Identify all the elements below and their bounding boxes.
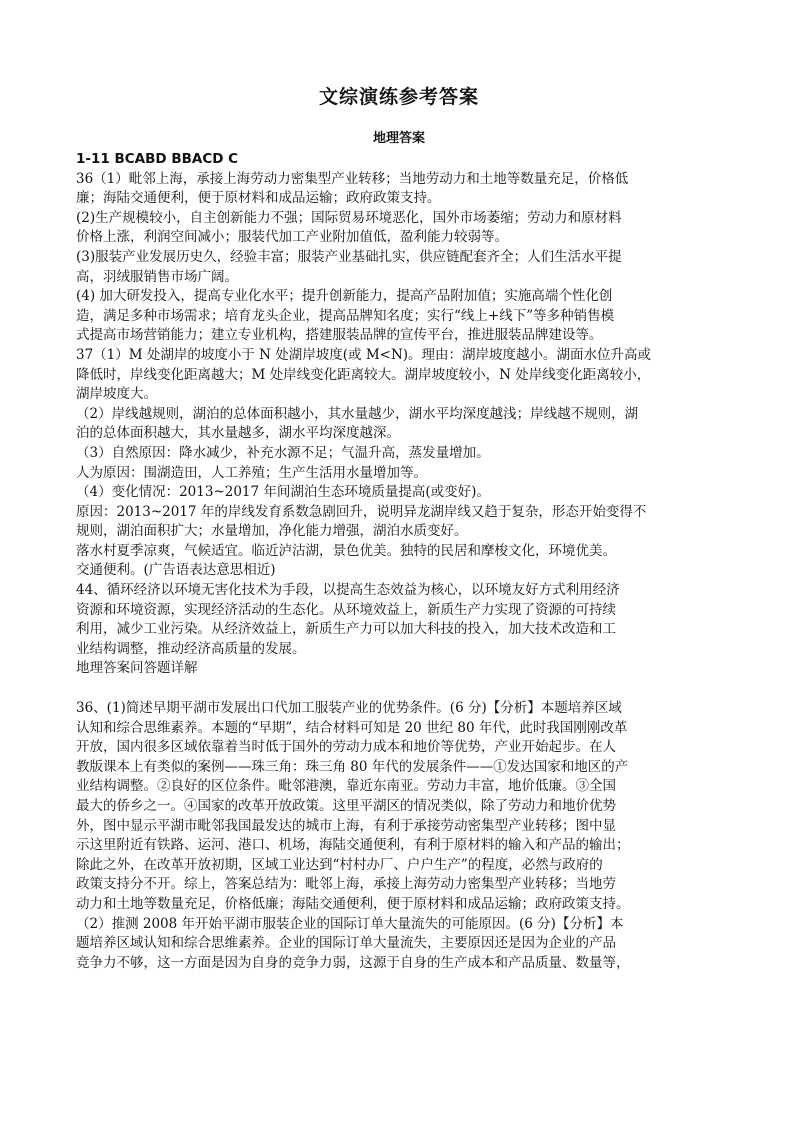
- answer-line: 式提高市场营销能力；建立专业机构，搭建服装品牌的宣传平台，推进服装品牌建设等。: [76, 327, 603, 344]
- answer-document: [76, 84, 722, 973]
- answer-line: 人为原因：围湖造田，人工养殖；生产生活用水量增加等。: [76, 464, 427, 481]
- answer-block: [76, 150, 722, 679]
- answer-line: 降低时，岸线变化距离越大；M 处岸线变化距离较大。湖岸坡度较小，N 处岸线变化距离较小，: [76, 366, 651, 383]
- detail-line: 36、(1)简述早期平湖市发展出口代加工服装产业的优势条件。(6 分)【分析】本题培养区域: [76, 700, 622, 717]
- detail-line: （2）推测 2008 年开始平湖市服装企业的国际订单大量流失的可能原因。(6 分)【分析】本: [76, 915, 624, 932]
- detail-line: 动力和土地等数量充足，价格低廉；海陆交通便利，便于原材料和成品运输；政府政策支持。: [76, 895, 630, 912]
- detail-line: 题培养区域认知和综合思维素养。企业的国际订单大量流失，主要原因还是因为企业的产品: [76, 935, 616, 952]
- detail-line: 除此之外，在改革开放初期，区域工业达到“村村办厂、户户生产”的程度，必然与政府的: [76, 856, 603, 873]
- answer-line: 规则，湖泊面积扩大；水量增加，净化能力增强，湖泊水质变好。: [76, 523, 468, 540]
- answer-line: （4）变化情况：2013~2017 年间湖泊生态环境质量提高(或变好)。: [76, 484, 490, 501]
- answer-line: 资源和环境资源，实现经济活动的生态化。从环境效益上，新质生产力实现了资源的可持续: [76, 601, 616, 618]
- detail-line: 示这里附近有铁路、运河、港口、机场，海陆交通便利，有利于原材料的输入和产品的输出；: [76, 837, 630, 854]
- detail-line: 政策支持分不开。综上，答案总结为：毗邻上海，承接上海劳动力密集型产业转移；当地劳: [76, 876, 616, 893]
- detail-line: 外，图中显示平湖市毗邻我国最发达的城市上海，有利于承接劳动密集型产业转移；图中显: [76, 817, 616, 834]
- detail-line: 竞争力不够，这一方面是因为自身的竞争力弱，这源于自身的生产成本和产品质量、数量等，: [76, 954, 630, 971]
- answer-line: 价格上涨，利润空间减小；服装代加工产业附加值低，盈利能力较弱等。: [76, 229, 508, 246]
- detail-line: 业结构调整。②良好的区位条件。毗邻港澳，靠近东南亚。劳动力丰富，地价低廉。③全国: [76, 778, 616, 795]
- document-title: 文综演练参考答案: [318, 86, 479, 108]
- answer-line: 44、循环经济以环境无害化技术为手段，以提高生态效益为核心，以环境友好方式利用经济: [76, 582, 620, 599]
- detail-line: 认知和综合思维素养。本题的“早期”，结合材料可知是 20 世纪 80 年代，此时我国刚刚改革: [76, 719, 628, 736]
- answer-line: 湖岸坡度大。: [76, 386, 157, 403]
- answer-line: 利用，减少工业污染。从经济效益上，新质生产力可以加大科技的投入，加大技术改造和工: [76, 621, 616, 638]
- answer-line: 廉；海陆交通便利，便于原材料和成品运输；政府政策支持。: [76, 190, 441, 207]
- answer-line: 36（1）毗邻上海，承接上海劳动力密集型产业转移；当地劳动力和土地等数量充足，价格低: [76, 170, 629, 187]
- answer-line: （3）自然原因：降水减少，补充水源不足；气温升高，蒸发量增加。: [76, 444, 490, 461]
- answer-line: 交通便利。(广告语表达意思相近): [76, 562, 276, 579]
- answer-line: 原因：2013~2017 年的岸线发育系数急剧回升，说明异龙湖岸线又趋于复杂，形态开始变得不: [76, 503, 647, 520]
- answer-line: 造，满足多种市场需求；培育龙头企业，提高品牌知名度；实行“线上+线下”等多种销售模: [76, 307, 615, 324]
- answer-line: (4) 加大研发投入，提高专业化水平；提升创新能力，提高产品附加值；实施高端个性化创: [76, 288, 613, 305]
- answer-line: (2)生产规模较小，自主创新能力不强；国际贸易环境恶化，国外市场萎缩；劳动力和原材料: [76, 209, 622, 226]
- answer-line: 高，羽绒服销售市场广阔。: [76, 268, 238, 285]
- detail-heading: 地理答案问答题详解: [76, 660, 198, 677]
- answer-line: （2）岸线越规则，湖泊的总体面积越小，其水量越少，湖水平均深度越浅；岸线越不规则，湖: [76, 405, 639, 422]
- detail-line: 开放，国内很多区域依靠着当时低于国外的劳动力成本和地价等优势，产业开始起步。在人: [76, 739, 616, 756]
- answer-line: (3)服装产业发展历史久，经验丰富；服装产业基础扎实，供应链配套齐全；人们生活水平提: [76, 248, 622, 265]
- answer-line: 落水村夏季凉爽，气候适宜。临近泸沽湖，景色优美。独特的民居和摩梭文化，环境优美。: [76, 542, 616, 559]
- answer-line: 泊的总体面积越大，其水量越多，湖水平均深度越深。: [76, 425, 400, 442]
- detail-block: [76, 699, 722, 973]
- answer-line: 37（1）M 处湖岸的坡度小于 N 处湖岸坡度(或 M<N)。理由：湖岸坡度越小。湖面水位升高或: [76, 346, 652, 363]
- choice-answers-line: 1-11 BCABD BBACD C: [76, 151, 239, 167]
- detail-line: 教版课本上有类似的案例——珠三角：珠三角 80 年代的发展条件——①发达国家和地区的产: [76, 758, 629, 775]
- answer-line: 业结构调整，推动经济高质量的发展。: [76, 640, 306, 657]
- paragraph-gap: [76, 679, 722, 699]
- detail-line: 最大的侨乡之一。④国家的改革开放政策。这里平湖区的情况类似，除了劳动力和地价优势: [76, 798, 616, 814]
- section-title-geography: 地理答案: [372, 131, 425, 146]
